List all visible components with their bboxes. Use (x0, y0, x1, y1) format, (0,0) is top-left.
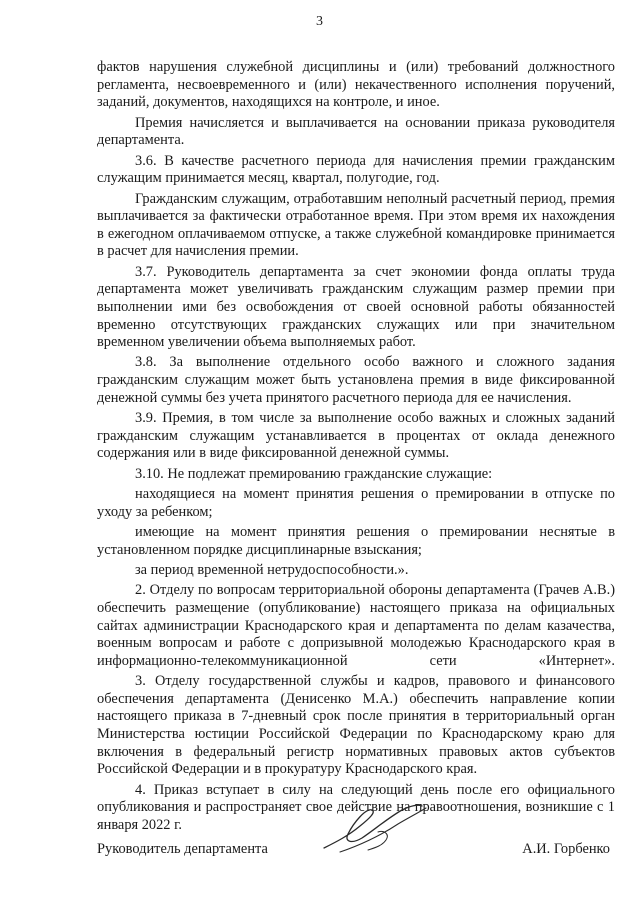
paragraph-3-7: 3.7. Руководитель департамента за счет экономии фонда оплаты труда департамента может увеличивать гражданским служащим размер премии при выполнении ими без освобождения от своей основной работы обязанностей временно отсутствующих гражданских служащих или при значительном временном увеличении объема выполняемых работ. (97, 263, 615, 351)
page-number: 3 (316, 14, 323, 29)
paragraph-3-10-item-sickness: за период временной нетрудоспособности.». (135, 562, 409, 578)
signature-block (97, 840, 610, 862)
paragraph-3-6: 3.6. В качестве расчетного периода для начисления премии гражданским служащим принимается месяц, квартал, полугодие, год. (97, 152, 615, 187)
paragraph-1: фактов нарушения служебной дисциплины и (или) требований должностного регламента, несвоевременного и (или) некачественного исполнения поручений, заданий, документов, находящихся на контроле, и иное. (97, 59, 615, 111)
signer-name: А.И. Горбенко (522, 841, 610, 857)
paragraph-3-9: 3.9. Премия, в том числе за выполнение особо важных и сложных заданий гражданским служащим устанавливается в процентах от оклада денежного содержания или в виде фиксированной денежной суммы. (97, 410, 615, 462)
paragraph-4-entry-into-force: 4. Приказ вступает в силу на следующий день после его официального опубликования и распространяет свое действие на правоотношения, возникшие с 1 января 2022 г. (97, 781, 615, 833)
paragraph-3-10-item-penalty: имеющие на момент принятия решения о премировании неснятые в установленном порядке дисциплинарные взыскания; (97, 524, 615, 558)
paragraph-3-10-item-leave: находящиеся на момент принятия решения о премировании в отпуске по уходу за ребенком; (97, 486, 615, 520)
paragraph-3-8: 3.8. За выполнение отдельного особо важного и сложного задания гражданским служащим может быть установлена премия в виде фиксированной денежной суммы без учета принятого расчетного периода для ее начисления. (97, 354, 615, 406)
paragraph-2-publication: 2. Отделу по вопросам территориальной обороны департамента (Грачев А.В.) обеспечить размещение (опубликование) настоящего приказа на официальных сайтах администрации Краснодарского края и департамента по делам казачества, военным вопросам и работе с допризывной молодежью Краснодарского края в информационно-телекоммуникационной сети «Интернет». (97, 582, 615, 669)
paragraph-2: Премия начисляется и выплачивается на основании приказа руководителя департамента. (97, 114, 615, 149)
paragraph-3-10: 3.10. Не подлежат премированию гражданские служащие: (135, 465, 493, 482)
paragraph-3-registration: 3. Отделу государственной службы и кадров, правового и финансового обеспечения департамента (Денисенко М.А.) обеспечить направление копии настоящего приказа в 7-дневный срок после принятия в территориальный орган Министерства юстиции Российской Федерации по Краснодарскому краю для включения в федеральный регистр нормативных правовых актов субъектов Российской Федерации и в прокуратуру Краснодарского края. (97, 673, 615, 778)
paragraph-3-6-partial-period: Гражданским служащим, отработавшим неполный расчетный период, премия выплачивается за фактически отработанное время. При этом время их нахождения в ежегодном оплачиваемом отпуске, а также служебной командировке принимается в расчет для начисления премии. (97, 190, 615, 260)
document-body (97, 59, 615, 837)
signer-role: Руководитель департамента (97, 841, 268, 857)
